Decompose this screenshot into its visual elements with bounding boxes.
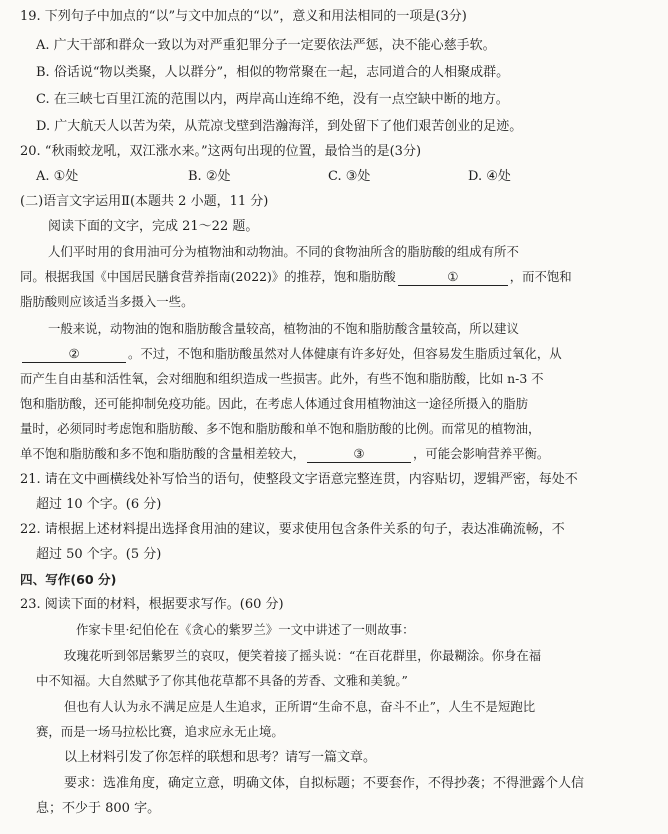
passage-line <box>20 345 562 363</box>
material-line: 作家卡里·纪伯伦在《贪心的紫罗兰》一文中讲述了一则故事： <box>76 622 415 637</box>
passage-line: 饱和脂肪酸，还可能抑制免疫功能。因此，在考虑人体通过食用植物油这一途径所摄入的脂肪 <box>20 396 529 411</box>
passage-text: ，而不饱和 <box>509 269 572 284</box>
passage-line: 而产生自由基和活性氧，会对细胞和组织造成一些损害。此外，有些不饱和脂肪酸，比如 n-3 不 <box>20 371 544 386</box>
q19-stem: 19. 下列句子中加点的“以”与文中加点的“以”，意义和用法相同的一项是(3分) <box>20 9 467 24</box>
writing-prompt: 以上材料引发了你怎样的联想和思考？请写一篇文章。 <box>64 750 377 765</box>
material-line: 玫瑰花听到邻居紫罗兰的哀叹，便笑着接了摇头说：“在百花群里，你最糊涂。你身在福 <box>64 648 542 663</box>
writing-requirements: 息；不少于 800 字。 <box>36 801 161 816</box>
q20-option-d: D. ④处 <box>468 169 511 184</box>
q21-line: 21. 请在文中画横线处补写恰当的语句，使整段文字语意完整连贯，内容贴切，逻辑严密，每处不 <box>20 472 578 487</box>
q23-stem: 23. 阅读下面的材料，根据要求写作。(60 分) <box>20 597 284 612</box>
section-instruction: 阅读下面的文字，完成 21～22 题。 <box>48 219 259 234</box>
material-line: 中不知福。大自然赋予了你其他花草都不具备的芳香、文雅和美貌。” <box>36 673 408 688</box>
q19-option-d: D. 广大航天人以苦为荣，从荒凉戈壁到浩瀚海洋，到处留下了他们艰苦创业的足迹。 <box>36 119 523 134</box>
q19-option-c: C. 在三峡七百里江流的范围以内，两岸高山连绵不绝，没有一点空缺中断的地方。 <box>36 92 509 107</box>
passage-line <box>20 268 572 286</box>
section-heading: (二)语言文字运用Ⅱ(本题共 2 小题，11 分) <box>20 194 269 209</box>
blank-3: ③ <box>307 446 411 463</box>
passage-text: ，可能会影响营养平衡。 <box>412 446 550 461</box>
passage-line <box>20 445 549 463</box>
passage-text: 同。根据我国《中国居民膳食营养指南(2022)》的推荐，饱和脂肪酸 <box>20 269 396 284</box>
blank-2: ② <box>22 346 126 363</box>
material-line: 赛，而是一场马拉松比赛，追求应永无止境。 <box>36 724 284 739</box>
passage-text: 。不过，不饱和脂肪酸虽然对人体健康有许多好处，但容易发生脂质过氧化，从 <box>128 346 562 361</box>
q20-option-a: A. ①处 <box>36 169 79 184</box>
material-line: 但也有人认为永不满足应是人生追求，正所谓“生命不息，奋斗不止”，人生不是短跑比 <box>64 699 536 714</box>
q19-option-b: B. 俗话说“物以类聚，人以群分”，相似的物常聚在一起，志同道合的人相聚成群。 <box>36 65 510 80</box>
writing-section-heading: 四、写作(60 分) <box>20 572 117 587</box>
q22-line: 22. 请根据上述材料提出选择食用油的建议，要求使用包含条件关系的句子，表达准确流畅，不 <box>20 522 565 537</box>
passage-line: 人们平时用的食用油可分为植物油和动物油。不同的食物油所含的脂肪酸的组成有所不 <box>48 244 519 259</box>
q20-option-b: B. ②处 <box>188 169 231 184</box>
q20-stem: 20. “秋雨蛟龙吼，双江涨水来。”这两句出现的位置，最恰当的是(3分) <box>20 144 422 159</box>
q22-line: 超过 50 个字。(5 分) <box>36 547 162 562</box>
blank-1: ① <box>398 269 508 286</box>
passage-text: 单不饱和脂肪酸和多不饱和脂肪酸的含量相差较大， <box>20 446 305 461</box>
passage-line: 量时，必须同时考虑饱和脂肪酸、多不饱和脂肪酸和单不饱和脂肪酸的比例。而常见的植物油， <box>20 421 541 436</box>
passage-line: 一般来说，动物油的饱和脂肪酸含量较高，植物油的不饱和脂肪酸含量较高，所以建议 <box>48 321 519 336</box>
q20-option-c: C. ③处 <box>328 169 371 184</box>
writing-requirements: 要求：选准角度，确定立意，明确文体，自拟标题；不要套作，不得抄袭；不得泄露个人信 <box>64 776 585 791</box>
q19-option-a: A. 广大干部和群众一致以为对严重犯罪分子一定要依法严惩，决不能心慈手软。 <box>36 38 496 53</box>
passage-line: 脂肪酸则应该适当多摄入一些。 <box>20 294 194 309</box>
q21-line: 超过 10 个字。(6 分) <box>36 497 162 512</box>
